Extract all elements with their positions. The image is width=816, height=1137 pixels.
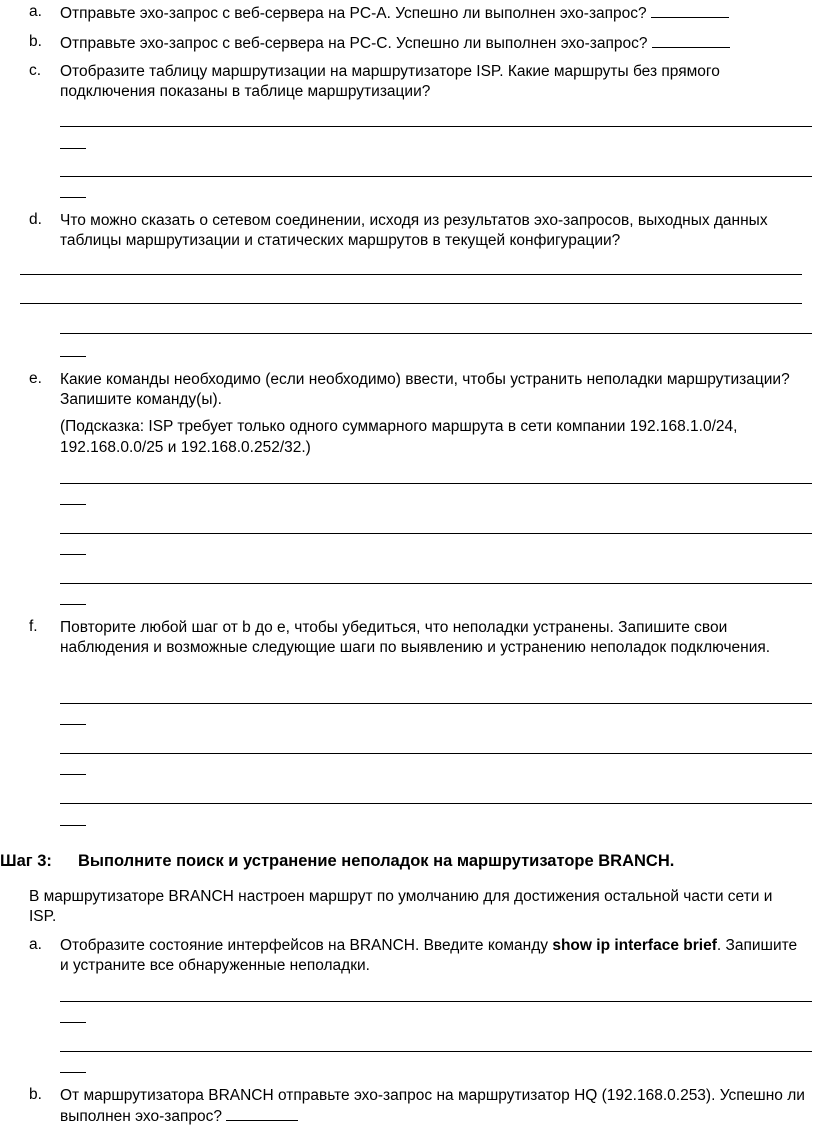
question-a-text: Отправьте эхо-запрос с веб-сервера на PC-A. Успешно ли выполнен эхо-запрос?: [60, 5, 647, 22]
answer-line[interactable]: [20, 274, 802, 275]
question-d: Что можно сказать о сетевом соединении, исходя из результатов эхо-запросов, выходных данных таблицы маршрутизации и статических маршрутов в текущей конфигурации?: [60, 212, 768, 249]
answer-blank-step3-b[interactable]: [226, 1106, 298, 1121]
step-title: Выполните поиск и устранение неполадок на маршрутизаторе BRANCH.: [78, 852, 675, 870]
answer-line-end: [60, 774, 86, 775]
answer-line-end: [60, 1022, 86, 1023]
answer-line[interactable]: [60, 753, 812, 754]
question-f: Повторите любой шаг от b до e, чтобы убедиться, что неполадки устранены. Запишите свои наблюдения и возможные следующие шаги по выявлению и устранению неполадок подключения.: [60, 619, 771, 656]
answer-line[interactable]: [60, 483, 812, 484]
step3-question-a-text: Отобразите состояние интерфейсов на BRANCH. Введите команду: [60, 937, 553, 954]
question-c: Отобразите таблицу маршрутизации на маршрутизаторе ISP. Какие маршруты без прямого подключения показаны в таблице маршрутизации?: [60, 63, 720, 100]
step-intro: В маршрутизаторе BRANCH настроен маршрут по умолчанию для достижения остальной части сети и ISP.: [29, 888, 773, 925]
answer-line-end: [60, 504, 86, 505]
answer-line[interactable]: [20, 303, 802, 304]
answer-blank-a[interactable]: [651, 3, 729, 18]
step3-question-a-text-end: . Запишите и устраните все обнаруженные неполадки.: [60, 937, 798, 974]
answer-line[interactable]: [60, 1051, 812, 1052]
answer-line-end: [60, 197, 86, 198]
answer-line[interactable]: [60, 126, 812, 127]
answer-line-end: [60, 148, 86, 149]
answer-line[interactable]: [60, 333, 812, 334]
step3-question-b-text: От маршрутизатора BRANCH отправьте эхо-запрос на маршрутизатор HQ (192.168.0.253). Успешно ли выполнен эхо-запрос?: [60, 1087, 805, 1125]
answer-blank-b[interactable]: [652, 33, 730, 48]
answer-line[interactable]: [60, 1001, 812, 1002]
step3-question-a: [60, 936, 810, 976]
item-letter-f: f.: [29, 618, 38, 635]
item-letter-b: b.: [29, 33, 42, 50]
answer-line-end: [60, 554, 86, 555]
answer-line[interactable]: [60, 176, 812, 177]
hint-e: (Подсказка: ISP требует только одного суммарного маршрута в сети компании 192.168.1.0/24, 192.168.0.0/25 и 192.168.0.252/32.): [60, 418, 738, 456]
step3-letter-a: a.: [29, 936, 42, 953]
command-text: show ip interface brief: [552, 937, 717, 954]
item-letter-a: a.: [29, 3, 42, 20]
step3-question-b: [60, 1086, 810, 1127]
item-letter-c: c.: [29, 62, 42, 79]
answer-line[interactable]: [60, 533, 812, 534]
question-a: [60, 3, 810, 24]
question-e: Какие команды необходимо (если необходимо) ввести, чтобы устранить неполадки маршрутизации? Запишите команду(ы).: [60, 371, 790, 408]
step3-letter-b: b.: [29, 1086, 42, 1103]
answer-line-end: [60, 825, 86, 826]
answer-line[interactable]: [60, 703, 812, 704]
item-letter-d: d.: [29, 211, 42, 228]
answer-line-end: [60, 1072, 86, 1073]
question-b: [60, 33, 810, 54]
question-b-text: Отправьте эхо-запрос с веб-сервера на PC-C. Успешно ли выполнен эхо-запрос?: [60, 35, 648, 52]
step-label: Шаг 3:: [0, 852, 52, 870]
answer-line[interactable]: [60, 583, 812, 584]
answer-line-end: [60, 724, 86, 725]
answer-line-end: [60, 604, 86, 605]
answer-line[interactable]: [60, 803, 812, 804]
item-letter-e: e.: [29, 370, 42, 387]
answer-line-end: [60, 356, 86, 357]
